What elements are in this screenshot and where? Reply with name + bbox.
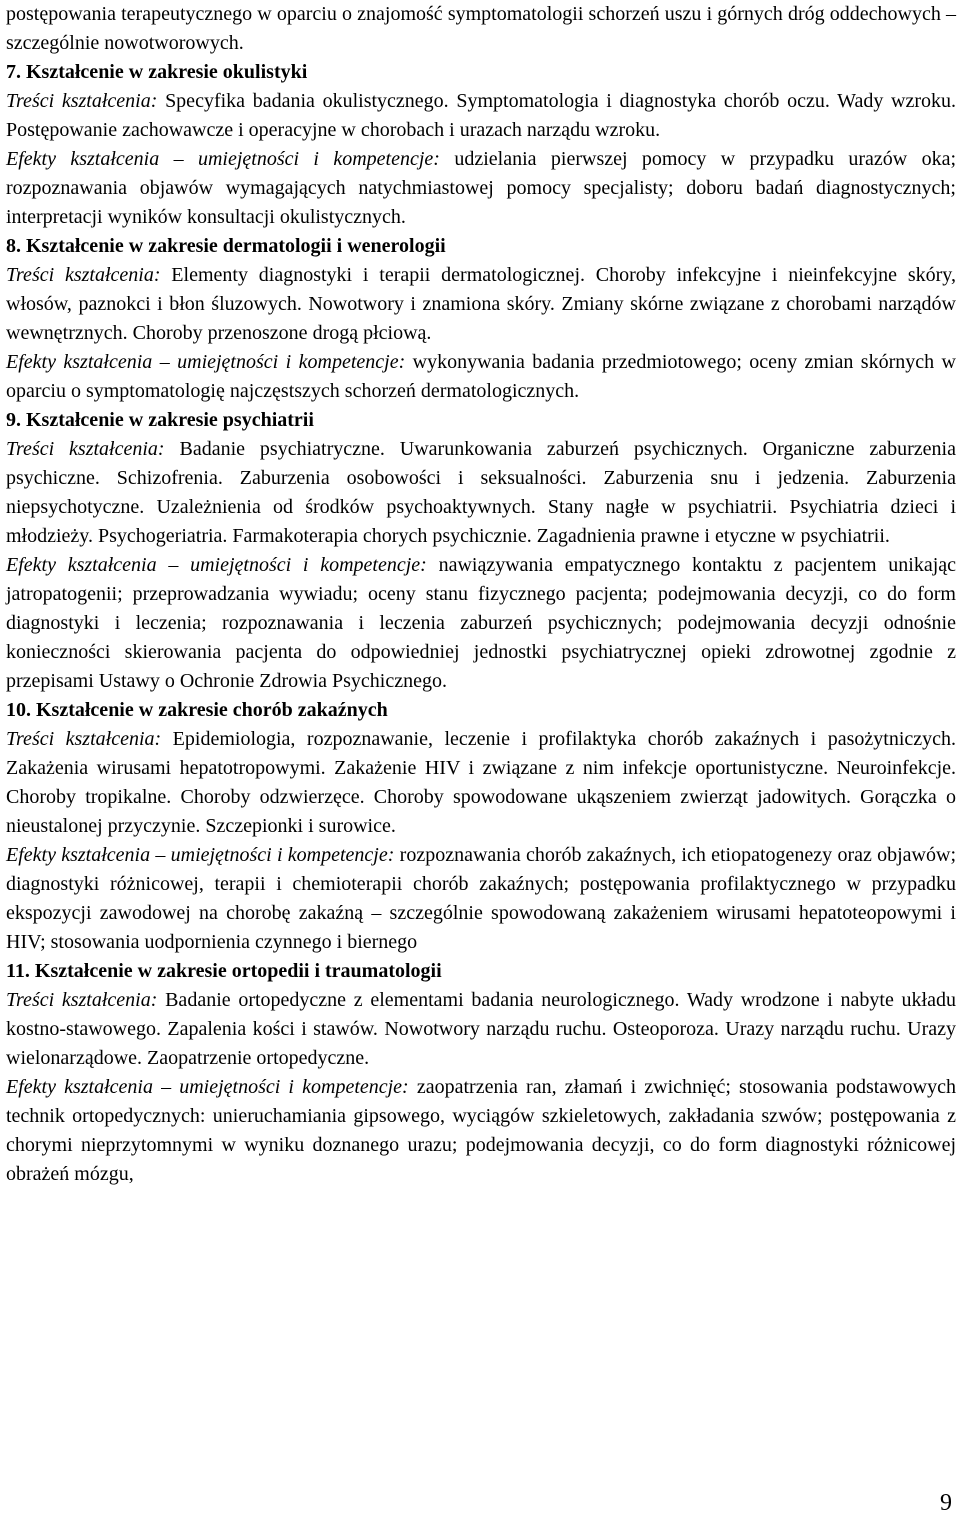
effects-text: nawiązywania empatycznego kontaktu z pacjentem unikając jatropatogenii; przeprowadzania wywiadu; oceny stanu fizycznego pacjenta; podejmowania decyzji, co do form diagnostyki i leczenia; rozpoznawania i leczenia zaburzeń psychicznych; podejmowania decyzji odnośnie konieczności skierowania pacjenta do odpowiedniej jednostki psychiatrycznej opieki zdrowotnej zgodnie z przepisami Ustawy o Ochronie Zdrowia Psychicznego.	[6, 554, 956, 692]
section-content-infectious-diseases	[6, 725, 956, 841]
page-number: 9	[940, 1490, 952, 1516]
effects-text: wykonywania badania przedmiotowego; oceny zmian skórnych w oparciu o symptomatologię najczęstszych schorzeń dermatologicznych.	[6, 351, 956, 402]
content-text: Badanie psychiatryczne. Uwarunkowania zaburzeń psychicznych. Organiczne zaburzenia psychiczne. Schizofrenia. Zaburzenia osobowości i seksualności. Zaburzenia snu i jedzenia. Zaburzenia niepsychotyczne. Uzależnienia od środków psychoaktywnych. Stany nagłe w psychiatrii. Psychiatria dzieci i młodzieży. Psychogeriatria. Farmakoterapia chorych psychicznie. Zagadnienia prawne i etyczne w psychiatrii.	[6, 438, 956, 547]
section-heading-orthopedics: 11. Kształcenie w zakresie ortopedii i traumatologii	[6, 960, 442, 982]
section-content-orthopedics	[6, 986, 956, 1073]
content-text: Epidemiologia, rozpoznawanie, leczenie i profilaktyka chorób zakaźnych i pasożytniczych. Zakażenia wirusami hepatotropowymi. Zakażenie HIV i związane z nim infekcje oportunistyczne. Neuroinfekcje. Choroby tropikalne. Choroby odzwierzęce. Choroby spowodowane ukąszeniem zwierząt jadowitych. Gorączka o nieustalonej przyczynie. Szczepionki i surowice.	[6, 728, 957, 837]
effects-label: Efekty kształcenia – umiejętności i kompetencje:	[6, 351, 406, 373]
section-heading-infectious-diseases: 10. Kształcenie w zakresie chorób zakaźnych	[6, 699, 388, 721]
section-heading-dermatology: 8. Kształcenie w zakresie dermatologii i wenerologii	[6, 235, 446, 257]
content-text: Elementy diagnostyki i terapii dermatologicznej. Choroby infekcyjne i nieinfekcyjne skóry, włosów, paznokci i błon śluzowych. Nowotwory i znamiona skóry. Zmiany skórne związane z chorobami narządów wewnętrznych. Choroby przenoszone drogą płciową.	[6, 264, 956, 344]
content-label: Treści kształcenia:	[6, 728, 162, 750]
section-heading-psychiatry: 9. Kształcenie w zakresie psychiatrii	[6, 409, 314, 431]
section-effects-psychiatry	[6, 551, 956, 696]
section-effects-dermatology	[6, 348, 956, 406]
section-content-psychiatry	[6, 435, 956, 551]
content-label: Treści kształcenia:	[6, 264, 161, 286]
content-label: Treści kształcenia:	[6, 438, 165, 460]
section-effects-infectious-diseases	[6, 841, 956, 957]
section-content-ophthalmology	[6, 87, 956, 145]
content-label: Treści kształcenia:	[6, 989, 158, 1011]
document-page	[6, 0, 956, 1189]
content-label: Treści kształcenia:	[6, 90, 158, 112]
section-effects-ophthalmology	[6, 145, 956, 232]
effects-label: Efekty kształcenia – umiejętności i kompetencje:	[6, 554, 427, 576]
effects-text: udzielania pierwszej pomocy w przypadku urazów oka; rozpoznawania objawów wymagających natychmiastowej pomocy specjalisty; doboru badań diagnostycznych; interpretacji wyników konsultacji okulistycznych.	[6, 148, 957, 228]
section-heading-ophthalmology: 7. Kształcenie w zakresie okulistyki	[6, 61, 308, 83]
section-content-dermatology	[6, 261, 956, 348]
intro-paragraph: postępowania terapeutycznego w oparciu o znajomość symptomatologii schorzeń uszu i górnych dróg oddechowych – szczególnie nowotworowych.	[6, 3, 956, 54]
effects-label: Efekty kształcenia – umiejętności i kompetencje:	[6, 1076, 409, 1098]
effects-text: zaopatrzenia ran, złamań i zwichnięć; stosowania podstawowych technik ortopedycznych: unieruchamiania gipsowego, wyciągów szkieletowych, zakładania szwów; postępowania z chorymi nieprzytomnymi w wyniku doznanego urazu; podejmowania decyzji, co do form diagnostyki różnicowej obrażeń mózgu,	[6, 1076, 956, 1185]
effects-label: Efekty kształcenia – umiejętności i kompetencje:	[6, 844, 395, 866]
effects-text: rozpoznawania chorób zakaźnych, ich etiopatogenezy oraz objawów; diagnostyki różnicowej, terapii i chemioterapii chorób zakaźnych; postępowania profilaktycznego w przypadku ekspozycji zawodowej na chorobę zakaźną – szczególnie spowodowaną zakażeniem wirusami hepatoteopowymi i HIV; stosowania uodpornienia czynnego i biernego	[6, 844, 957, 953]
effects-label: Efekty kształcenia – umiejętności i kompetencje:	[6, 148, 440, 170]
content-text: Specyfika badania okulistycznego. Symptomatologia i diagnostyka chorób oczu. Wady wzroku. Postępowanie zachowawcze i operacyjne w chorobach i urazach narządu wzroku.	[6, 90, 956, 141]
section-effects-orthopedics	[6, 1073, 956, 1189]
content-text: Badanie ortopedyczne z elementami badania neurologicznego. Wady wrodzone i nabyte układu kostno-stawowego. Zapalenia kości i stawów. Nowotwory narządu ruchu. Osteoporoza. Urazy narządu ruchu. Urazy wielonarządowe. Zaopatrzenie ortopedyczne.	[6, 989, 956, 1069]
